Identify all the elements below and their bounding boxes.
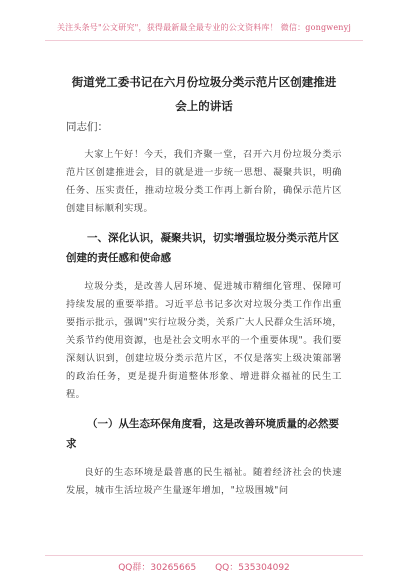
salutation: 同志们： [66, 121, 108, 133]
footer-qq-group: QQ群：30265665 [118, 563, 197, 573]
document-body [66, 118, 342, 510]
document-title: 街道党工委书记在六月份垃圾分类示范片区创建推进会上的讲话 [71, 75, 337, 113]
paragraph-opening: 大家上午好！今天，我们齐聚一堂，召开六月份垃圾分类示范片区创建推进会，目的就是进一步统一思想、凝聚共识，明确任务、压实责任，推动垃圾分类工作再上新台阶，确保示范片区创建目标顺利实现。 [66, 149, 342, 214]
paragraph-section-1: 垃圾分类，是改善人居环境、促进城市精细化管理、保障可持续发展的重要举措。习近平总书记多次对垃圾分类工作作出重要指示批示，强调"实行垃圾分类，关系广大人民群众生活环境，关系节约使用资源，也是社会文明水平的一个重要体现"。我们要深刻认识到，创建垃圾分类示范片区，不仅是落实上级决策部署的政治任务，更是提升街道整体形象、增进群众福祉的民生工程。 [66, 281, 342, 400]
header-divider [45, 40, 363, 41]
subsection-heading-1: （一）从生态环保角度看，这是改善环境质量的必然要求 [66, 418, 339, 450]
footer-divider [45, 555, 363, 556]
page-header-notice: 关注头条号"公文研究"，获得最新最全最专业的公文资料库！ 微信：gongwenyj [56, 23, 352, 32]
paragraph-subsection-1: 良好的生态环境是最普惠的民生福祉。随着经济社会的快速发展，城市生活垃圾产生量逐年增加，"垃圾围城"问 [66, 467, 342, 496]
section-heading-1: 一、深化认识，凝聚共识，切实增强垃圾分类示范片区创建的责任感和使命感 [66, 232, 339, 264]
footer-qq: QQ：535304092 [215, 563, 290, 573]
page-footer [0, 560, 408, 573]
